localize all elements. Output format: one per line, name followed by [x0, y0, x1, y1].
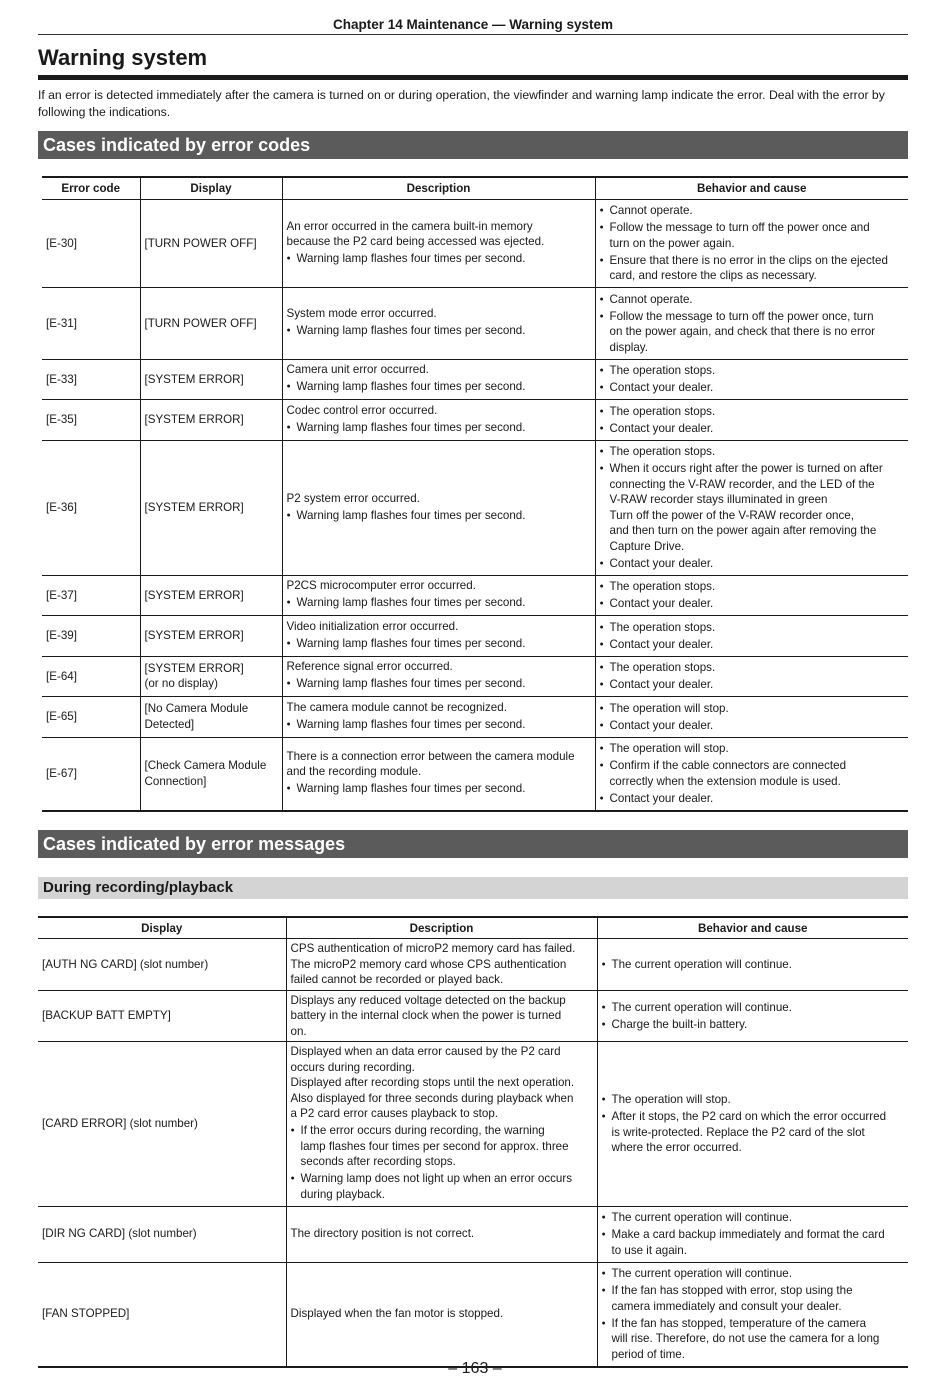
error-code-cell: [E-31]: [42, 288, 140, 360]
display-cell: [140, 697, 282, 738]
bullet-item: [600, 660, 905, 676]
bullet-line: ● Warning lamp flashes four times per second.: [296, 252, 526, 265]
description-cell: [282, 199, 595, 288]
description-line: a P2 card error causes playback to stop.: [290, 1107, 499, 1120]
bullet-line: is write-protected. Replace the P2 card of the slot: [611, 1125, 865, 1139]
description-line: Displayed when the fan motor is stopped.: [290, 1307, 504, 1321]
error-codes-table: [42, 176, 908, 812]
description-line: There is a connection error between the camera module: [286, 749, 575, 763]
bullet-line: ● Contact your dealer.: [609, 718, 714, 732]
page-title: Warning system: [38, 45, 208, 70]
error-code-cell: [E-65]: [42, 697, 140, 738]
display-line: [SYSTEM ERROR]: [144, 661, 244, 675]
bullet-item: [600, 596, 905, 612]
bullet-line: ● The operation stops.: [609, 620, 716, 634]
bullet-item: [287, 323, 591, 339]
error-code-cell: [E-36]: [42, 440, 140, 575]
bullet-line: ● The operation stops.: [609, 661, 716, 674]
subsection-heading-recording-playback: During recording/playback: [38, 877, 908, 899]
table-row: [42, 400, 908, 441]
bullet-line: ● The current operation will continue.: [611, 1000, 792, 1014]
display-cell: [140, 656, 282, 697]
bullet-line: ● The operation will stop.: [609, 701, 729, 715]
bullet-line: ● The operation stops.: [609, 404, 716, 418]
table-row: [42, 199, 908, 288]
bullet-item: [600, 444, 905, 460]
description-line: The microP2 memory card whose CPS authentication: [290, 957, 567, 971]
description-line: System mode error occurred.: [286, 307, 437, 321]
bullet-line: ● Warning lamp flashes four times per second.: [296, 380, 526, 394]
bullet-item: [287, 379, 591, 395]
bullet-line: ● The operation stops.: [609, 364, 716, 377]
description-line: Displayed after recording stops until the next operation.: [290, 1076, 575, 1089]
description-line: on.: [290, 1024, 307, 1038]
bullet-item: [600, 292, 905, 308]
behavior-cell: [597, 990, 908, 1042]
bullet-line: ● Contact your dealer.: [609, 791, 714, 805]
bullet-line: ● If the fan has stopped with error, stop using the: [611, 1284, 853, 1297]
display-line: [SYSTEM ERROR]: [144, 413, 244, 426]
column-header-behavior: Behavior and cause: [597, 917, 908, 939]
bullet-item: [600, 404, 905, 420]
intro-paragraph: If an error is detected immediately after the camera is turned on or during operation, the viewfinder and warning lamp indicate the error. Deal with the error by following the indications.: [38, 88, 885, 119]
bullet-line: correctly when the extension module is used.: [609, 774, 841, 788]
description-line: Also displayed for three seconds during playback when: [290, 1091, 574, 1105]
bullet-item: [600, 791, 905, 807]
behavior-cell: [595, 359, 908, 400]
bullet-line: camera immediately and consult your dealer.: [611, 1299, 842, 1313]
bullet-item: [600, 620, 905, 636]
column-header-display: Display: [140, 177, 282, 199]
page-number: – 163 –: [448, 1360, 502, 1377]
bullet-line: ● When it occurs right after the power is turned on after: [609, 462, 883, 475]
display-cell: [BACKUP BATT EMPTY]: [38, 990, 286, 1042]
description-line: The directory position is not correct.: [290, 1227, 475, 1241]
bullet-item: [287, 676, 591, 692]
table-row: [38, 1206, 908, 1262]
description-cell: [282, 737, 595, 811]
bullet-line: ● Warning lamp flashes four times per second.: [296, 596, 526, 610]
description-cell: [286, 990, 597, 1042]
bullet-line: ● Contact your dealer.: [609, 421, 714, 435]
bullet-line: ● If the fan has stopped, temperature of the camera: [611, 1316, 867, 1330]
error-code-cell: [E-35]: [42, 400, 140, 441]
table-row: [42, 616, 908, 657]
display-line: [SYSTEM ERROR]: [144, 588, 244, 602]
description-line: Codec control error occurred.: [286, 403, 438, 417]
behavior-cell: [595, 440, 908, 575]
description-cell: [282, 656, 595, 697]
bullet-item: [600, 556, 905, 572]
bullet-line: ● Ensure that there is no error in the clips on the ejected: [609, 253, 888, 267]
bullet-line: Capture Drive.: [609, 539, 685, 553]
description-line: The camera module cannot be recognized.: [286, 700, 507, 714]
bullet-item: [600, 203, 905, 219]
display-line: [Check Camera Module: [144, 759, 267, 772]
bullet-item: [602, 1283, 905, 1314]
bullet-line: period of time.: [611, 1347, 685, 1361]
display-cell: [140, 616, 282, 657]
description-cell: [282, 400, 595, 441]
bullet-item: [602, 1316, 905, 1363]
error-code-cell: [E-67]: [42, 737, 140, 811]
column-header-display: Display: [38, 917, 286, 939]
error-code-cell: [E-37]: [42, 575, 140, 616]
bullet-item: [600, 758, 905, 789]
column-header-error-code: Error code: [42, 177, 140, 199]
bullet-line: ● Warning lamp flashes four times per second.: [296, 717, 526, 731]
table-row: [42, 656, 908, 697]
bullet-line: ● Follow the message to turn off the power once and: [609, 221, 870, 234]
display-cell: [DIR NG CARD] (slot number): [38, 1206, 286, 1262]
bullet-line: V-RAW recorder stays illuminated in green: [609, 493, 828, 506]
description-cell: [286, 1262, 597, 1367]
behavior-cell: [595, 400, 908, 441]
bullet-line: ● Contact your dealer.: [609, 678, 714, 691]
bullet-line: ● Contact your dealer.: [609, 637, 714, 651]
bullet-item: [287, 420, 591, 436]
error-messages-body: [38, 939, 908, 1367]
bullet-item: [602, 1227, 905, 1258]
description-line: and the recording module.: [286, 765, 422, 779]
error-codes-body: [42, 199, 908, 811]
bullet-item: [600, 718, 905, 734]
behavior-cell: [597, 1206, 908, 1262]
bullet-item: [600, 677, 905, 693]
bullet-line: ● Warning lamp flashes four times per second.: [296, 677, 526, 691]
description-line: failed cannot be recorded or played back.: [290, 973, 504, 986]
description-line: battery in the internal clock when the power is turned: [290, 1009, 562, 1022]
behavior-cell: [595, 575, 908, 616]
bullet-item: [287, 781, 591, 797]
behavior-cell: [597, 1262, 908, 1367]
description-line: P2CS microcomputer error occurred.: [286, 579, 476, 593]
behavior-cell: [595, 199, 908, 288]
display-cell: [140, 288, 282, 360]
bullet-line: ● Contact your dealer.: [609, 381, 714, 394]
bullet-line: lamp flashes four times per second for approx. three: [300, 1139, 569, 1153]
table-row: [42, 440, 908, 575]
display-cell: [FAN STOPPED]: [38, 1262, 286, 1367]
error-code-cell: [E-39]: [42, 616, 140, 657]
bullet-item: [600, 461, 905, 554]
description-cell: [286, 939, 597, 991]
description-cell: [282, 288, 595, 360]
table-header-row: [38, 917, 908, 939]
bullet-line: ● Contact your dealer.: [609, 556, 714, 570]
column-header-description: Description: [286, 917, 597, 939]
section-heading-error-codes: Cases indicated by error codes: [38, 131, 908, 159]
bullet-line: where the error occurred.: [611, 1141, 742, 1154]
display-line: (or no display): [144, 677, 218, 691]
bullet-item: [602, 1109, 905, 1156]
bullet-line: connecting the V-RAW recorder, and the LED of the: [609, 477, 875, 491]
bullet-item: [602, 1000, 905, 1016]
description-line: Displayed when an data error caused by the P2 card: [290, 1045, 561, 1058]
bullet-line: ● The current operation will continue.: [611, 1267, 792, 1280]
description-cell: [286, 1042, 597, 1207]
description-line: Video initialization error occurred.: [286, 619, 459, 633]
bullet-line: ● Make a card backup immediately and format the card: [611, 1228, 885, 1241]
description-line: CPS authentication of microP2 memory card has failed.: [290, 942, 576, 955]
bullet-item: [287, 508, 591, 524]
description-cell: [286, 1206, 597, 1262]
bullet-line: ● Warning lamp flashes four times per second.: [296, 420, 526, 434]
bullet-item: [600, 421, 905, 437]
bullet-line: ● Cannot operate.: [609, 204, 693, 217]
bullet-item: [600, 363, 905, 379]
bullet-item: [600, 579, 905, 595]
bullet-line: will rise. Therefore, do not use the camera for a long: [611, 1332, 880, 1345]
bullet-line: ● The operation stops.: [609, 445, 716, 458]
bullet-line: ● Warning lamp flashes four times per second.: [296, 508, 526, 522]
bullet-line: and then turn on the power again after removing the: [609, 524, 877, 537]
bullet-item: [600, 220, 905, 251]
error-messages-table: [38, 916, 908, 1368]
table-row: [42, 697, 908, 738]
bullet-line: ● The current operation will continue.: [611, 1211, 792, 1224]
description-line: Reference signal error occurred.: [286, 660, 453, 674]
behavior-cell: [595, 697, 908, 738]
behavior-cell: [597, 939, 908, 991]
display-line: Connection]: [144, 774, 207, 788]
behavior-cell: [595, 288, 908, 360]
display-cell: [140, 359, 282, 400]
bullet-line: seconds after recording stops.: [300, 1155, 456, 1168]
description-line: An error occurred in the camera built-in memory: [286, 219, 533, 233]
display-line: Detected]: [144, 717, 195, 731]
error-code-cell: [E-30]: [42, 199, 140, 288]
display-cell: [AUTH NG CARD] (slot number): [38, 939, 286, 991]
display-cell: [CARD ERROR] (slot number): [38, 1042, 286, 1207]
bullet-item: [600, 380, 905, 396]
bullet-item: [600, 253, 905, 284]
display-line: [SYSTEM ERROR]: [144, 629, 244, 642]
bullet-line: ● Contact your dealer.: [609, 597, 714, 610]
description-line: because the P2 card being accessed was ejected.: [286, 235, 545, 248]
display-cell: [140, 575, 282, 616]
display-line: [No Camera Module: [144, 702, 249, 716]
bullet-line: ● Warning lamp flashes four times per second.: [296, 636, 526, 650]
bullet-line: turn on the power again.: [609, 236, 735, 250]
title-rule: [38, 75, 908, 80]
bullet-item: [291, 1171, 593, 1202]
bullet-line: during playback.: [300, 1187, 385, 1201]
table-row: [38, 1262, 908, 1367]
bullet-item: [602, 1092, 905, 1108]
bullet-item: [600, 741, 905, 757]
error-code-cell: [E-64]: [42, 656, 140, 697]
display-line: [TURN POWER OFF]: [144, 316, 257, 330]
bullet-item: [602, 1017, 905, 1033]
description-cell: [282, 575, 595, 616]
table-row: [38, 939, 908, 991]
description-line: P2 system error occurred.: [286, 491, 420, 505]
manual-page: [38, 0, 908, 1368]
column-header-description: Description: [282, 177, 595, 199]
description-line: occurs during recording.: [290, 1060, 415, 1074]
error-code-cell: [E-33]: [42, 359, 140, 400]
behavior-cell: [595, 737, 908, 811]
display-cell: [140, 737, 282, 811]
description-cell: [282, 697, 595, 738]
section-heading-error-messages: Cases indicated by error messages: [38, 830, 908, 858]
column-header-behavior: Behavior and cause: [595, 177, 908, 199]
bullet-line: ● Charge the built-in battery.: [611, 1017, 748, 1031]
table-row: [38, 990, 908, 1042]
display-cell: [140, 440, 282, 575]
table-row: [38, 1042, 908, 1207]
table-row: [42, 737, 908, 811]
bullet-line: ● Warning lamp flashes four times per second.: [296, 324, 526, 338]
display-line: [TURN POWER OFF]: [144, 236, 257, 250]
chapter-header: Chapter 14 Maintenance — Warning system: [38, 0, 908, 35]
table-row: [42, 575, 908, 616]
display-cell: [140, 400, 282, 441]
bullet-line: ● Cannot operate.: [609, 292, 693, 306]
bullet-item: [602, 1266, 905, 1282]
bullet-item: [600, 637, 905, 653]
display-cell: [140, 199, 282, 288]
bullet-line: Turn off the power of the V-RAW recorder once,: [609, 508, 854, 522]
bullet-item: [287, 595, 591, 611]
bullet-line: on the power again, and check that there is no error: [609, 325, 876, 338]
description-cell: [282, 440, 595, 575]
display-line: [SYSTEM ERROR]: [144, 500, 244, 514]
behavior-cell: [597, 1042, 908, 1207]
bullet-item: [287, 251, 591, 267]
bullet-line: display.: [609, 340, 648, 354]
description-cell: [282, 616, 595, 657]
bullet-item: [291, 1123, 593, 1170]
bullet-line: to use it again.: [611, 1243, 687, 1257]
bullet-line: ● The operation will stop.: [609, 742, 729, 755]
bullet-item: [287, 636, 591, 652]
table-row: [42, 288, 908, 360]
bullet-line: ● If the error occurs during recording, the warning: [300, 1124, 545, 1137]
bullet-item: [600, 701, 905, 717]
bullet-line: ● Warning lamp flashes four times per second.: [296, 782, 526, 796]
display-line: [SYSTEM ERROR]: [144, 372, 244, 386]
bullet-line: card, and restore the clips as necessary.: [609, 269, 817, 282]
bullet-line: ● Confirm if the cable connectors are connected: [609, 759, 847, 772]
bullet-line: ● After it stops, the P2 card on which the error occurred: [611, 1110, 887, 1123]
description-line: Displays any reduced voltage detected on the backup: [290, 993, 566, 1007]
bullet-item: [602, 1210, 905, 1226]
bullet-line: ● The current operation will continue.: [611, 957, 792, 971]
bullet-item: [600, 309, 905, 356]
bullet-item: [287, 717, 591, 733]
description-line: Camera unit error occurred.: [286, 363, 429, 377]
description-cell: [282, 359, 595, 400]
table-row: [42, 359, 908, 400]
behavior-cell: [595, 616, 908, 657]
behavior-cell: [595, 656, 908, 697]
bullet-line: ● Warning lamp does not light up when an error occurs: [300, 1172, 573, 1185]
bullet-line: ● Follow the message to turn off the power once, turn: [609, 309, 874, 323]
bullet-line: ● The operation stops.: [609, 580, 716, 593]
table-header-row: [42, 177, 908, 199]
bullet-line: ● The operation will stop.: [611, 1093, 731, 1106]
bullet-item: [602, 957, 905, 973]
